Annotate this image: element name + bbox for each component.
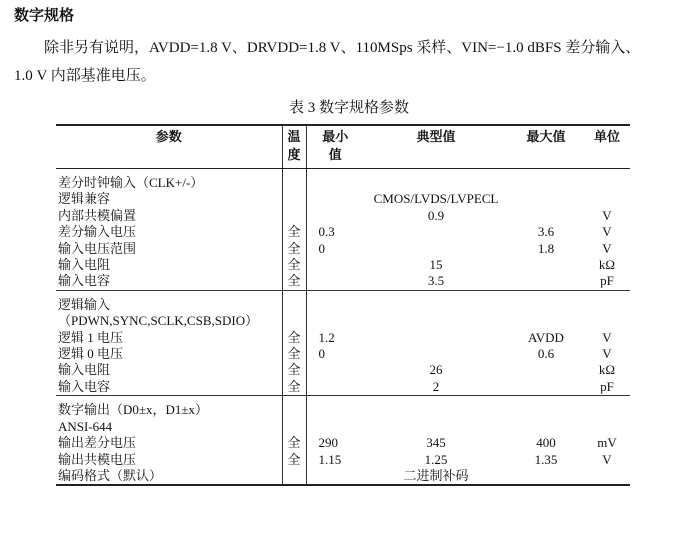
- header-param: 参数: [56, 125, 282, 169]
- cell-typ: [364, 290, 508, 313]
- table-row: [56, 435, 630, 451]
- cell-temp: [282, 208, 306, 224]
- cell-unit: V: [602, 240, 612, 256]
- digital-spec-table: [56, 124, 630, 486]
- cell-temp: 全: [282, 241, 306, 257]
- cell-typ: [364, 241, 508, 257]
- cell-temp: [282, 191, 306, 207]
- cell-min: [306, 313, 364, 329]
- cell-typ: 26: [429, 362, 443, 378]
- cell-temp: 全: [282, 452, 306, 468]
- cell-typ: 0.9: [427, 207, 445, 223]
- table-row: [56, 362, 630, 378]
- cell-typ: [364, 330, 508, 346]
- cell-typ: 3.5: [364, 273, 508, 290]
- cell-max: [508, 379, 584, 396]
- cell-param: 输入电阻: [58, 362, 111, 378]
- cell-param: 输入电容: [56, 379, 282, 396]
- cell-typ: CMOS/LVDS/LVPECL: [373, 191, 499, 207]
- cell-unit: V: [602, 346, 612, 362]
- cell-typ: 345: [426, 435, 446, 451]
- cell-unit: [584, 191, 630, 207]
- cell-max: 3.6: [537, 224, 555, 240]
- intro-paragraph: [14, 34, 686, 90]
- cell-unit: kΩ: [598, 362, 616, 378]
- cell-temp: [282, 468, 306, 485]
- cell-max: [508, 468, 584, 485]
- cell-max: [508, 208, 584, 224]
- cell-min: 0: [318, 346, 325, 362]
- cell-min: [306, 257, 364, 273]
- group-title-row: [56, 290, 630, 313]
- group-title-row: [56, 169, 630, 192]
- cell-param: 逻辑兼容: [58, 191, 111, 207]
- cell-unit: pF: [584, 273, 630, 290]
- table-row: [56, 191, 630, 207]
- cell-max: 0.6: [537, 346, 555, 362]
- header-max: 最大值: [508, 125, 584, 169]
- cell-temp: 全: [282, 273, 306, 290]
- header-min-line-2: 值: [328, 148, 342, 163]
- table-row: [56, 330, 630, 346]
- table-row: [56, 346, 630, 362]
- cell-max: [508, 313, 584, 329]
- cell-temp: 全: [282, 330, 306, 346]
- cell-temp: [282, 290, 306, 313]
- cell-max: 400: [536, 435, 556, 451]
- cell-temp: 全: [282, 257, 306, 273]
- cell-temp: [282, 169, 306, 192]
- cell-temp: 全: [282, 379, 306, 396]
- section-title: 数字规格: [14, 6, 75, 24]
- cell-param: 内部共模偏置: [58, 207, 137, 223]
- cell-param: 输入电压范围: [58, 240, 137, 256]
- cell-typ: [364, 224, 508, 240]
- intro-line-2: 1.0 V 内部基准电压。: [14, 68, 156, 84]
- group-title: 逻辑输入: [58, 296, 111, 312]
- group-subtitle: （PDWN,SYNC,SCLK,CSB,SDIO）: [58, 313, 259, 329]
- intro-line-1: 除非另有说明，AVDD=1.8 V、DRVDD=1.8 V、110MSps 采样、VIN=−1.0 dBFS 差分输入、: [44, 40, 641, 56]
- table-row: [56, 273, 630, 290]
- table-row: [56, 452, 630, 468]
- cell-unit: pF: [584, 379, 630, 396]
- cell-max: [508, 191, 584, 207]
- cell-max: [508, 419, 584, 435]
- table-row: [56, 468, 630, 485]
- cell-unit: V: [602, 451, 612, 467]
- cell-max: [508, 257, 584, 273]
- table-row: [56, 208, 630, 224]
- header-unit: 单位: [584, 125, 630, 169]
- cell-max: 1.8: [537, 240, 555, 256]
- group-title: 差分时钟输入（CLK+/-）: [58, 175, 204, 190]
- header-temp-line-1: 温: [287, 130, 301, 145]
- header-typ: 典型值: [364, 125, 508, 169]
- table-row: [56, 257, 630, 273]
- cell-param: 输入电容: [56, 273, 282, 290]
- cell-min: [306, 468, 364, 485]
- cell-param: 输出差分电压: [58, 435, 137, 451]
- cell-typ: 二进制补码: [364, 468, 508, 485]
- cell-param: 逻辑 1 电压: [58, 329, 124, 345]
- cell-min: 0: [318, 240, 325, 256]
- cell-min: 1.2: [318, 329, 335, 345]
- cell-min: [306, 290, 364, 313]
- table-caption: 表 3 数字规格参数: [288, 100, 409, 116]
- cell-min: 290: [318, 435, 338, 451]
- group-title-row: [56, 396, 630, 419]
- cell-max: [508, 290, 584, 313]
- cell-temp: [282, 419, 306, 435]
- header-min-line-1: 最小: [322, 130, 349, 145]
- cell-unit: V: [602, 207, 612, 223]
- cell-min: [306, 273, 364, 290]
- cell-param: 输出共模电压: [58, 451, 137, 467]
- cell-temp: 全: [282, 435, 306, 451]
- cell-typ: 2: [364, 379, 508, 396]
- cell-unit: mV: [597, 435, 617, 451]
- cell-unit: [584, 396, 630, 419]
- cell-typ: 1.25: [424, 451, 448, 467]
- cell-typ: [364, 419, 508, 435]
- cell-max: [508, 396, 584, 419]
- cell-typ: [364, 346, 508, 362]
- cell-temp: 全: [282, 346, 306, 362]
- group-title: 数字输出（D0±x，D1±x）: [58, 402, 209, 418]
- cell-min: 1.15: [318, 451, 342, 467]
- cell-unit: [584, 169, 630, 192]
- cell-temp: [282, 396, 306, 419]
- cell-min: [306, 362, 364, 378]
- group-subtitle-row: [56, 419, 630, 435]
- cell-max: [508, 362, 584, 378]
- cell-min: [306, 191, 364, 207]
- cell-min: [306, 396, 364, 419]
- cell-unit: [584, 419, 630, 435]
- cell-param: 逻辑 0 电压: [58, 346, 124, 362]
- table-row: [56, 224, 630, 240]
- cell-unit: V: [602, 224, 612, 240]
- cell-max: [508, 169, 584, 192]
- cell-min: [306, 208, 364, 224]
- group-subtitle-row: [56, 313, 630, 329]
- cell-typ: [364, 396, 508, 419]
- cell-unit: [584, 313, 630, 329]
- header-temp: [282, 125, 306, 169]
- cell-max: [508, 273, 584, 290]
- cell-param: 差分输入电压: [58, 224, 137, 240]
- cell-unit: [584, 290, 630, 313]
- cell-temp: 全: [282, 224, 306, 240]
- cell-typ: [364, 313, 508, 329]
- header-min: [306, 125, 364, 169]
- cell-unit: [584, 468, 630, 485]
- group-subtitle: ANSI-644: [58, 418, 113, 434]
- cell-typ: [364, 169, 508, 192]
- cell-min: [306, 379, 364, 396]
- cell-param: 输入电阻: [58, 257, 111, 273]
- cell-temp: 全: [282, 362, 306, 378]
- header-temp-line-2: 度: [287, 148, 301, 163]
- cell-temp: [282, 313, 306, 329]
- table-row: [56, 241, 630, 257]
- cell-unit: kΩ: [598, 257, 616, 273]
- cell-param: 编码格式（默认）: [56, 468, 282, 485]
- cell-max: AVDD: [528, 329, 564, 345]
- cell-unit: V: [602, 329, 612, 345]
- cell-max: 1.35: [534, 451, 558, 467]
- table-row: [56, 379, 630, 396]
- cell-min: [306, 169, 364, 192]
- cell-min: [306, 419, 364, 435]
- cell-min: 0.3: [318, 224, 335, 240]
- table-body: [56, 169, 630, 486]
- table-header-row: [56, 125, 630, 169]
- cell-typ: 15: [429, 257, 443, 273]
